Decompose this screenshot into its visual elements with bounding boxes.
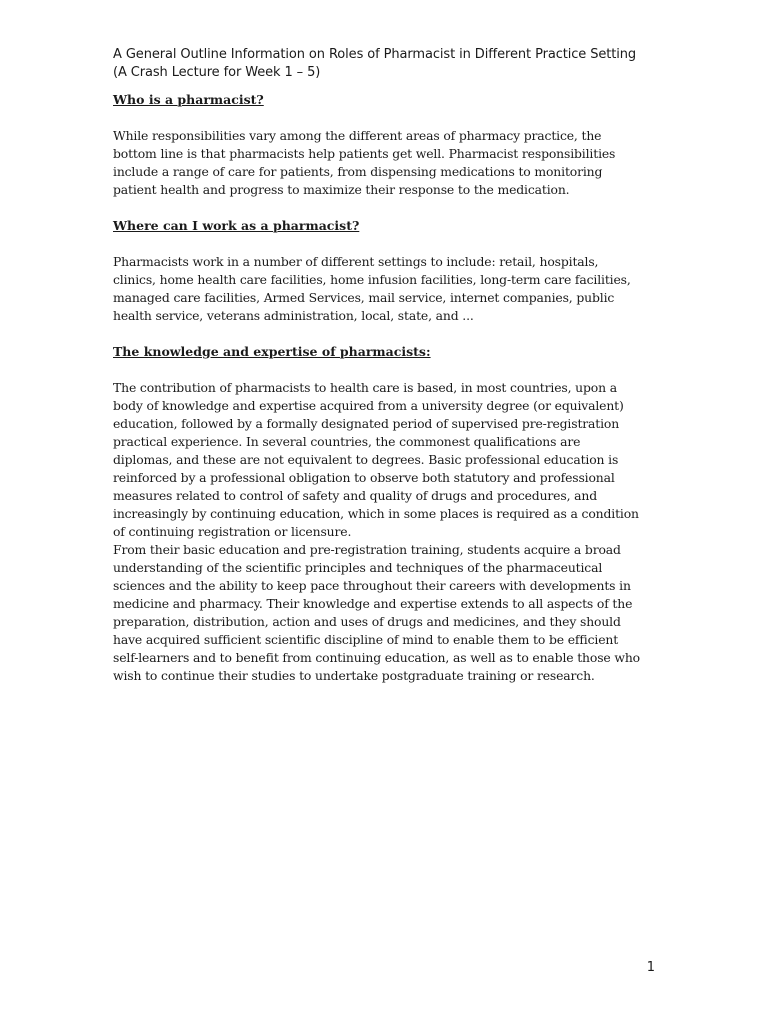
page-number: 1: [646, 960, 655, 975]
section-paragraph-knowledge-2: From their basic education and pre-registration training, students acquire a broad understanding of the scientific principles and techniques of the pharmaceutical sciences and the ability to keep pace throughout their careers with developments in medicine and pharmacy. Their knowledge and expertise extends to all aspects of the preparation, distribution, action and uses of drugs and medicines, and they should have acquired sufficient scientific discipline of mind to enable them to be efficient self-learners and to benefit from continuing education, as well as to enable those who wish to continue their studies to undertake postgraduate training or research.: [113, 542, 640, 683]
section-heading-who-is-pharmacist: Who is a pharmacist?: [113, 92, 264, 107]
section-paragraph-who-is-pharmacist: While responsibilities vary among the different areas of pharmacy practice, the bottom line is that pharmacists help patients get well. Pharmacist responsibilities include a range of care for patients, from dispensing medications to monitoring patient health and progress to maximize their response to the medication.: [113, 128, 616, 197]
section-paragraph-knowledge-1: The contribution of pharmacists to health care is based, in most countries, upon a body of knowledge and expertise acquired from a university degree (or equivalent) education, followed by a formally designated period of supervised pre-registration practical experience. In several countries, the commonest qualifications are diplomas, and these are not equivalent to degrees. Basic professional education is reinforced by a professional obligation to observe both statutory and professional measures related to control of safety and quality of drugs and procedures, and increasingly by continuing education, which in some places is required as a condition of continuing registration or licensure.: [113, 380, 639, 539]
document-title: [113, 46, 643, 82]
document-page: [113, 46, 643, 685]
section-paragraph-where-work: Pharmacists work in a number of different settings to include: retail, hospitals, clinics, home health care facilities, home infusion facilities, long-term care facilities, managed care facilities, Armed Services, mail service, internet companies, public health service, veterans administration, local, state, and ...: [113, 254, 631, 323]
document-title-line-1: A General Outline Information on Roles of Pharmacist in Different Practice Setting: [113, 47, 637, 62]
document-title-line-2: (A Crash Lecture for Week 1 – 5): [113, 65, 321, 80]
section-heading-knowledge-expertise: The knowledge and expertise of pharmacists:: [113, 344, 431, 359]
section-heading-where-work: Where can I work as a pharmacist?: [113, 218, 360, 233]
